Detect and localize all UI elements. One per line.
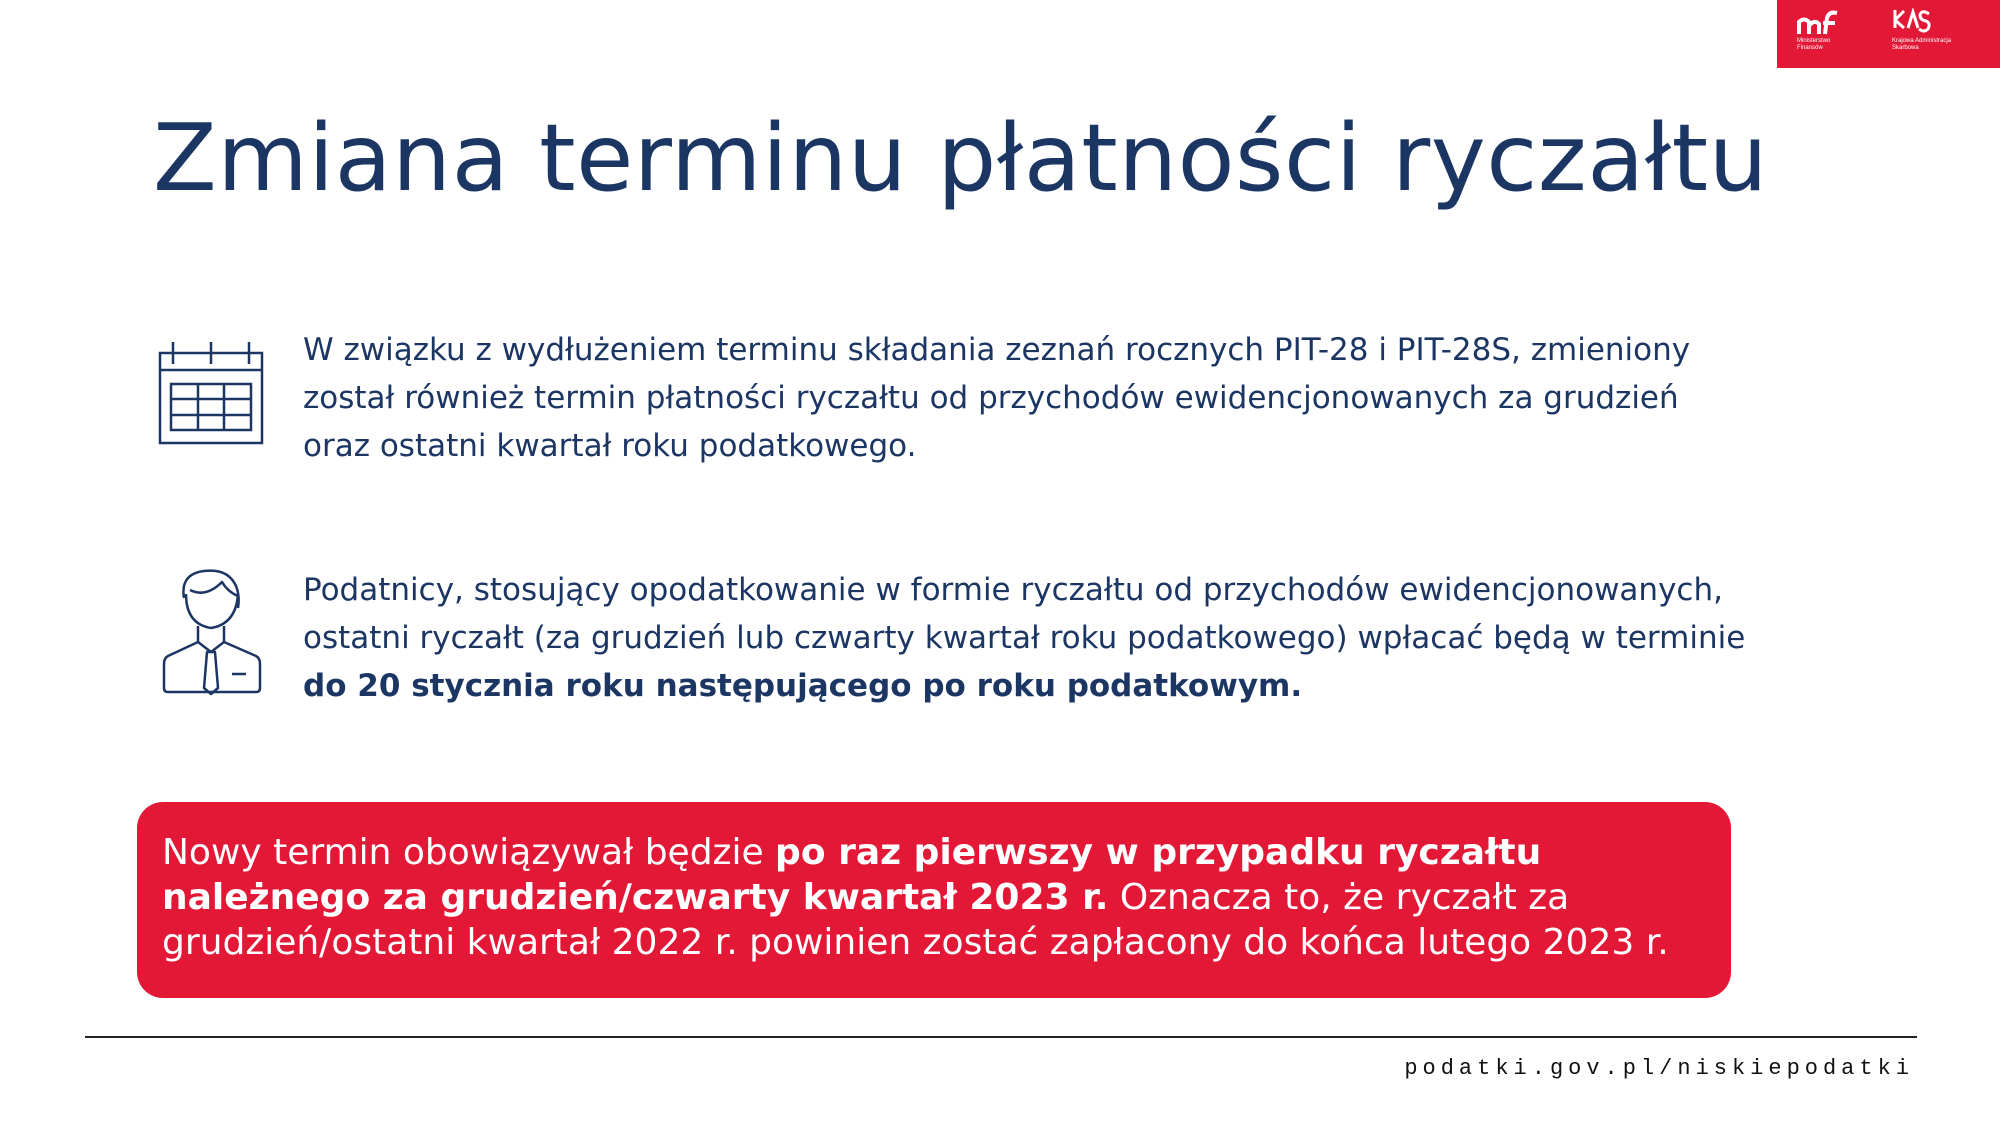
kas-logo: [1892, 8, 1992, 52]
notice-bold-text: po raz pierwszy w przypadku ryczałtu należnego za grudzień/czwarty kwartał 2023 r.: [162, 832, 1542, 918]
section-2-text: [303, 566, 1753, 710]
calendar-icon: [158, 340, 264, 446]
kas-logo-icon: [1892, 8, 1932, 36]
section-1-text: W związku z wydłużeniem terminu składania zeznań rocznych PIT-28 i PIT-28S, zmieniony został również termin płatności ryczałtu od przychodów ewidencjonowanych za grudzień oraz ostatni kwartał roku podatkowego.: [303, 332, 1691, 464]
person-icon: [162, 568, 262, 696]
notice-box: [137, 802, 1731, 998]
footer-url[interactable]: podatki.gov.pl/niskiepodatki: [1404, 1056, 1914, 1081]
mf-logo-icon: [1797, 8, 1841, 36]
logo-bar: [1777, 0, 2000, 68]
notice-text-start: Nowy termin obowiązywał będzie: [162, 832, 776, 873]
kas-logo-caption: Krajowa Administracja Skarbowa: [1892, 38, 1952, 51]
mf-logo-caption: Ministerstwo Finansów: [1797, 38, 1831, 51]
section-2-bold-text: do 20 stycznia roku następującego po roku podatkowym.: [303, 668, 1303, 704]
notice-text-end: Oznacza to, że ryczałt za grudzień/ostatni kwartał 2022 r. powinien zostać zapłacony do końca lutego 2023 r.: [162, 877, 1669, 963]
page-title: Zmiana terminu płatności ryczałtu: [153, 104, 1769, 212]
mf-logo: [1797, 8, 1897, 52]
section-2-regular-text: Podatnicy, stosujący opodatkowanie w formie ryczałtu od przychodów ewidencjonowanych, ostatni ryczałt (za grudzień lub czwarty kwartał roku podatkowego) wpłacać będą w terminie: [303, 572, 1746, 656]
footer-divider: [85, 1036, 1917, 1038]
